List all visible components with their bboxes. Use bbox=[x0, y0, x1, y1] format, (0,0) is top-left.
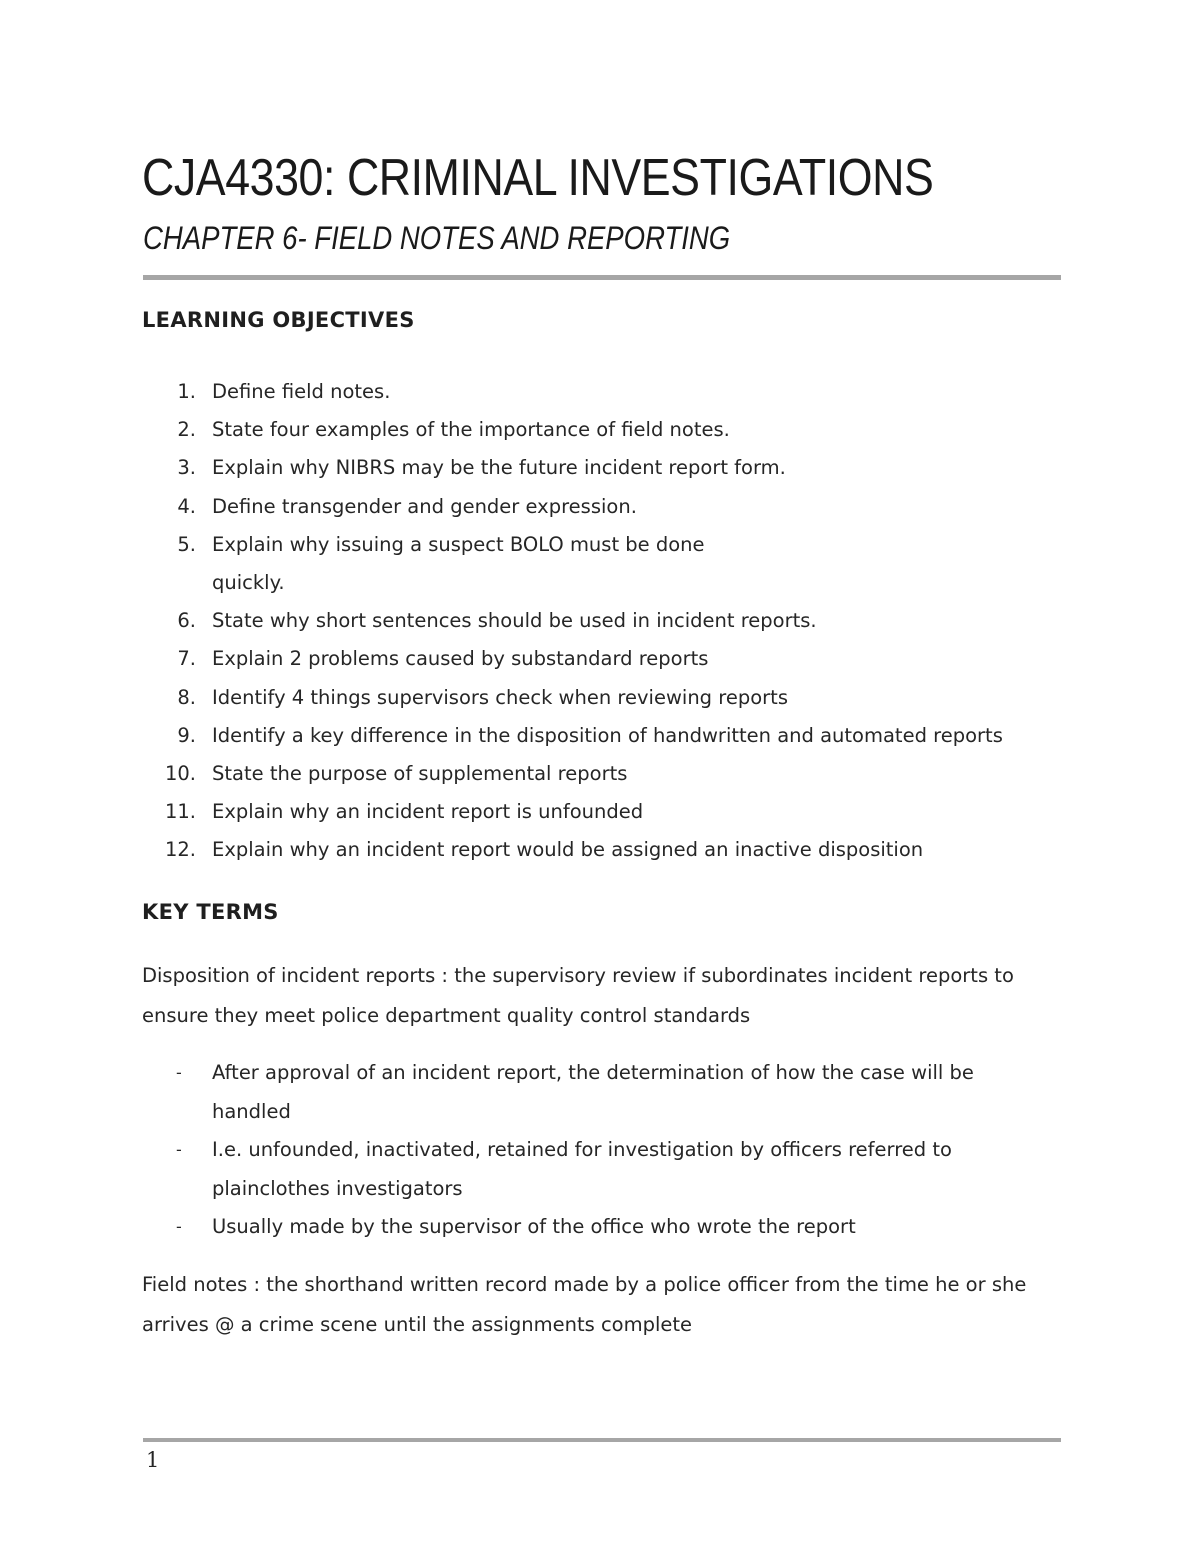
list-item bbox=[142, 449, 1142, 487]
list-item-number: 5. bbox=[177, 532, 196, 556]
list-item bbox=[142, 1131, 1072, 1208]
list-item-text-continued: quickly. bbox=[212, 571, 285, 595]
list-item bbox=[142, 755, 1142, 793]
list-item-number: 9. bbox=[177, 723, 196, 747]
field-notes-definition: Field notes : the shorthand written record made by a police officer from the time he or she arrives @ a crime scene until the assignments complete bbox=[142, 1273, 1027, 1336]
document-title: CJA4330: CRIMINAL INVESTIGATIONS bbox=[142, 149, 934, 207]
list-item-number: 2. bbox=[177, 418, 196, 442]
list-item bbox=[142, 488, 1142, 526]
list-item-number: 6. bbox=[177, 609, 196, 633]
list-item bbox=[142, 1054, 1072, 1131]
list-item bbox=[142, 717, 1142, 755]
list-item-number: 8. bbox=[177, 685, 196, 709]
bullet-text: I.e. unfounded, inactivated, retained for investigation by officers referred to plainclothes investigators bbox=[212, 1138, 952, 1200]
list-item-text: Define field notes. bbox=[212, 380, 391, 403]
header-divider bbox=[143, 275, 1061, 280]
list-item bbox=[142, 793, 1142, 831]
footer-divider bbox=[143, 1438, 1061, 1442]
list-item-number: 7. bbox=[177, 647, 196, 671]
list-item-number: 10. bbox=[164, 762, 196, 786]
learning-objectives-list bbox=[142, 373, 1142, 870]
list-item-text: Explain 2 problems caused by substandard reports bbox=[212, 647, 709, 671]
list-item-text: Define transgender and gender expression. bbox=[212, 494, 637, 518]
list-item-number: 3. bbox=[177, 456, 196, 480]
list-item-text: State four examples of the importance of field notes. bbox=[212, 418, 730, 442]
list-item-text: Identify 4 things supervisors check when reviewing reports bbox=[212, 685, 788, 709]
list-item-text: Explain why issuing a suspect BOLO must be done bbox=[212, 532, 705, 556]
list-item bbox=[142, 373, 1142, 411]
bullet-dash: - bbox=[176, 1063, 182, 1082]
list-item bbox=[142, 526, 1142, 602]
disposition-definition: Disposition of incident reports : the supervisory review if subordinates incident reports to ensure they meet police department quality control standards bbox=[142, 964, 1014, 1027]
list-item bbox=[142, 602, 1142, 640]
key-terms-heading: KEY TERMS bbox=[142, 900, 279, 924]
list-item-number: 1. bbox=[177, 380, 196, 403]
list-item-text: State the purpose of supplemental reports bbox=[212, 762, 628, 786]
list-item bbox=[142, 679, 1142, 717]
document-subtitle: CHAPTER 6- FIELD NOTES AND REPORTING bbox=[143, 220, 731, 256]
list-item-number: 12. bbox=[164, 838, 196, 862]
list-item bbox=[142, 1208, 1072, 1247]
list-item bbox=[142, 640, 1142, 678]
list-item-text: Identify a key difference in the disposition of handwritten and automated reports bbox=[212, 723, 1003, 747]
bullet-dash: - bbox=[176, 1140, 182, 1159]
list-item-text: Explain why an incident report is unfounded bbox=[212, 800, 644, 824]
bullet-dash: - bbox=[176, 1217, 182, 1236]
disposition-bullet-list bbox=[142, 1054, 1072, 1247]
page-number: 1 bbox=[146, 1448, 160, 1472]
learning-objectives-heading: LEARNING OBJECTIVES bbox=[142, 308, 415, 332]
list-item-number: 4. bbox=[177, 494, 196, 518]
bullet-text: Usually made by the supervisor of the office who wrote the report bbox=[212, 1215, 856, 1238]
list-item bbox=[142, 831, 1142, 869]
list-item-number: 11. bbox=[164, 800, 196, 824]
list-item bbox=[142, 411, 1142, 449]
list-item-text: Explain why an incident report would be assigned an inactive disposition bbox=[212, 838, 924, 862]
list-item-text: Explain why NIBRS may be the future incident report form. bbox=[212, 456, 786, 480]
bullet-text: After approval of an incident report, the determination of how the case will be handled bbox=[212, 1061, 974, 1123]
list-item-text: State why short sentences should be used in incident reports. bbox=[212, 609, 817, 633]
